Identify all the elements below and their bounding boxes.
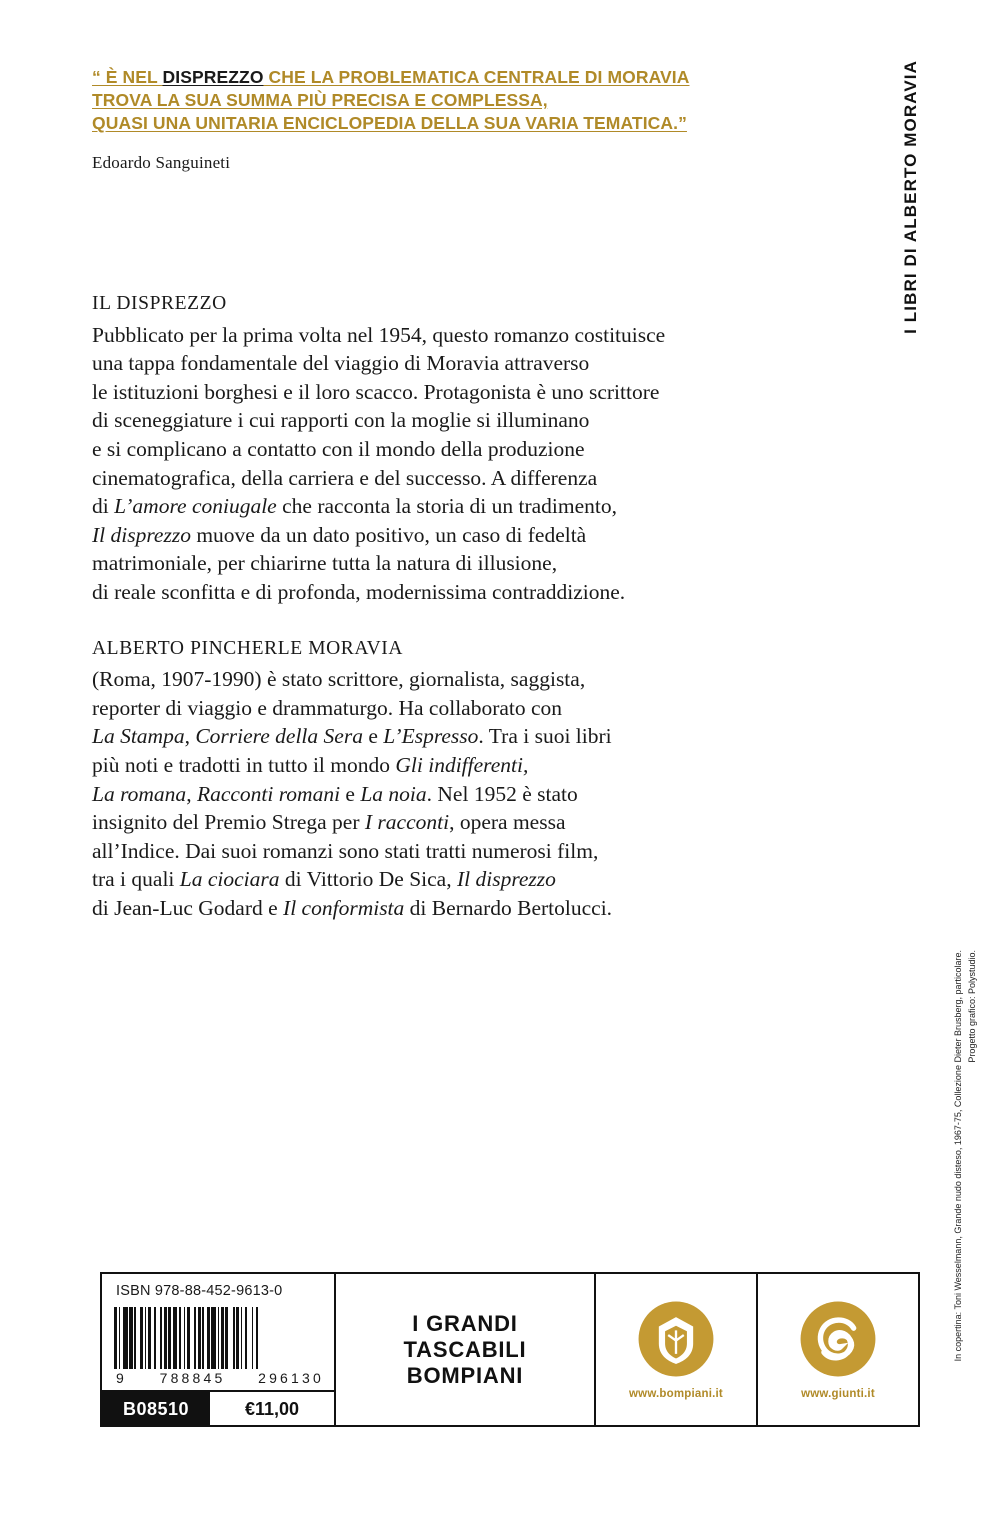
pull-quote-line-1 bbox=[92, 66, 792, 89]
bompiani-logo-icon bbox=[637, 1300, 715, 1378]
bio-sep-3: , bbox=[186, 781, 197, 806]
back-cover-text bbox=[92, 290, 807, 922]
isbn-label: ISBN 978-88-452-9613-0 bbox=[116, 1283, 283, 1299]
bio-title-i-racconti: I racconti bbox=[364, 810, 450, 835]
desc-line-2: una tappa fondamentale del viaggio di Moravia attraverso bbox=[92, 351, 590, 376]
desc-title-il-disprezzo: Il disprezzo bbox=[92, 522, 191, 547]
bio-sep-4: e bbox=[340, 781, 361, 806]
barcode-digits-group-2: 296130 bbox=[258, 1370, 324, 1386]
bio-line-1: (Roma, 1907-1990) è stato scrittore, giornalista, saggista, bbox=[92, 667, 586, 692]
collection-line-2: TASCABILI bbox=[403, 1336, 527, 1362]
bio-title-la-romana: La romana bbox=[92, 781, 187, 806]
barcode-digits-group-1: 788845 bbox=[159, 1370, 226, 1386]
series-label-text: I LIBRI DI ALBERTO MORAVIA bbox=[901, 60, 920, 334]
cover-credits-line-1: In copertina: Toni Wesselmann, Grande nudo disteso, 1967-75, Collezione Dieter Brusberg, particolare. bbox=[953, 950, 963, 1362]
bio-title-corriere: Corriere della Sera bbox=[195, 724, 363, 749]
cover-credits-line-2: Progetto grafico: Polystudio. bbox=[967, 950, 977, 1063]
bompiani-url[interactable]: www.bompiani.it bbox=[629, 1387, 723, 1400]
bio-sep-1: , bbox=[184, 724, 196, 749]
desc-line-7-post: che racconta la storia di un tradimento, bbox=[276, 494, 618, 519]
bio-title-la-stampa: La Stampa bbox=[92, 724, 185, 749]
desc-line-3: le istituzioni borghesi e il loro scacco. Protagonista è uno scrittore bbox=[92, 379, 660, 404]
bottom-bar bbox=[100, 1272, 875, 1427]
barcode-digit-left: 9 bbox=[116, 1370, 127, 1386]
bio-line-6-pre: insignito del Premio Strega per bbox=[92, 810, 365, 835]
bio-line-6-post: , opera messa bbox=[449, 810, 566, 835]
desc-line-10: di reale sconfitta e di profonda, modernissima contraddizione. bbox=[92, 579, 626, 604]
giunti-block[interactable] bbox=[758, 1272, 920, 1427]
bompiani-block[interactable] bbox=[596, 1272, 758, 1427]
bio-line-7: all’Indice. Dai suoi romanzi sono stati tratti numerosi film, bbox=[92, 838, 599, 863]
bio-line-4-pre: più noti e tradotti in tutto il mondo bbox=[92, 752, 396, 777]
barcode-digits bbox=[112, 1370, 328, 1386]
pull-quote-attribution: Edoardo Sanguineti bbox=[92, 153, 231, 172]
author-bio bbox=[92, 665, 807, 922]
desc-line-6: cinematografica, della carriera e del successo. A differenza bbox=[92, 465, 598, 490]
bio-title-espresso: L’Espresso bbox=[383, 724, 479, 749]
bio-line-8-pre: tra i quali bbox=[92, 867, 180, 892]
desc-line-4: di sceneggiature i cui rapporti con la moglie si illuminano bbox=[92, 408, 590, 433]
bio-title-la-noia: La noia bbox=[360, 781, 427, 806]
price: €11,00 bbox=[244, 1399, 300, 1419]
pull-quote bbox=[92, 66, 792, 174]
cover-credits bbox=[952, 950, 982, 1470]
barcode-bars bbox=[114, 1307, 326, 1369]
bio-line-9-pre: di Jean-Luc Godard e bbox=[92, 895, 284, 920]
desc-line-1: Pubblicato per la prima volta nel 1954, questo romanzo costituisce bbox=[92, 322, 666, 347]
desc-line-9: matrimoniale, per chiarirne tutta la natura di illusione, bbox=[92, 551, 558, 576]
desc-line-8-post: muove da un dato positivo, un caso di fedeltà bbox=[190, 522, 587, 547]
bio-line-8-mid: di Vittorio De Sica, bbox=[279, 867, 457, 892]
giunti-url[interactable]: www.giunti.it bbox=[801, 1387, 875, 1400]
pull-quote-line-3: QUASI UNA UNITARIA ENCICLOPEDIA DELLA SUA VARIA TEMATICA.” bbox=[92, 113, 687, 133]
pull-quote-line-1-post: CHE LA PROBLEMATICA CENTRALE DI MORAVIA bbox=[263, 67, 690, 87]
desc-line-7-pre: di bbox=[92, 494, 115, 519]
bio-line-2: reporter di viaggio e drammaturgo. Ha collaborato con bbox=[92, 695, 563, 720]
giunti-logo-icon bbox=[799, 1300, 877, 1378]
book-description bbox=[92, 321, 807, 607]
series-label bbox=[894, 60, 928, 480]
pull-quote-line-2: TROVA LA SUA SUMMA PIÙ PRECISA E COMPLESSA, bbox=[92, 90, 548, 110]
pull-quote-line-1-pre: “ È NEL bbox=[92, 67, 163, 87]
isbn-barcode-block bbox=[100, 1272, 336, 1427]
author-name: ALBERTO PINCHERLE MORAVIA bbox=[92, 637, 404, 659]
bio-title-il-conformista: Il conformista bbox=[283, 895, 405, 920]
bio-title-gli-indifferenti: Gli indifferenti, bbox=[395, 752, 529, 777]
desc-title-amore-coniugale: L’amore coniugale bbox=[114, 494, 277, 519]
bio-title-racconti-romani: Racconti romani bbox=[196, 781, 341, 806]
collection-line-3: BOMPIANI bbox=[406, 1362, 524, 1388]
bio-line-5-post: . Nel 1952 è stato bbox=[426, 781, 578, 806]
bio-line-9-post: di Bernardo Bertolucci. bbox=[404, 895, 613, 920]
collection-line-1: I GRANDI bbox=[412, 1310, 518, 1336]
bio-sep-2: e bbox=[362, 724, 384, 749]
collection-block bbox=[336, 1272, 596, 1427]
book-title: IL DISPREZZO bbox=[92, 293, 227, 314]
bio-line-3-post: . Tra i suoi libri bbox=[478, 724, 612, 749]
bio-title-il-disprezzo-film: Il disprezzo bbox=[456, 867, 556, 892]
bio-title-la-ciociara: La ciociara bbox=[179, 867, 280, 892]
desc-line-5: e si complicano a contatto con il mondo della produzione bbox=[92, 436, 585, 461]
internal-code: B08510 bbox=[102, 1392, 210, 1427]
pull-quote-keyword: DISPREZZO bbox=[162, 67, 264, 87]
